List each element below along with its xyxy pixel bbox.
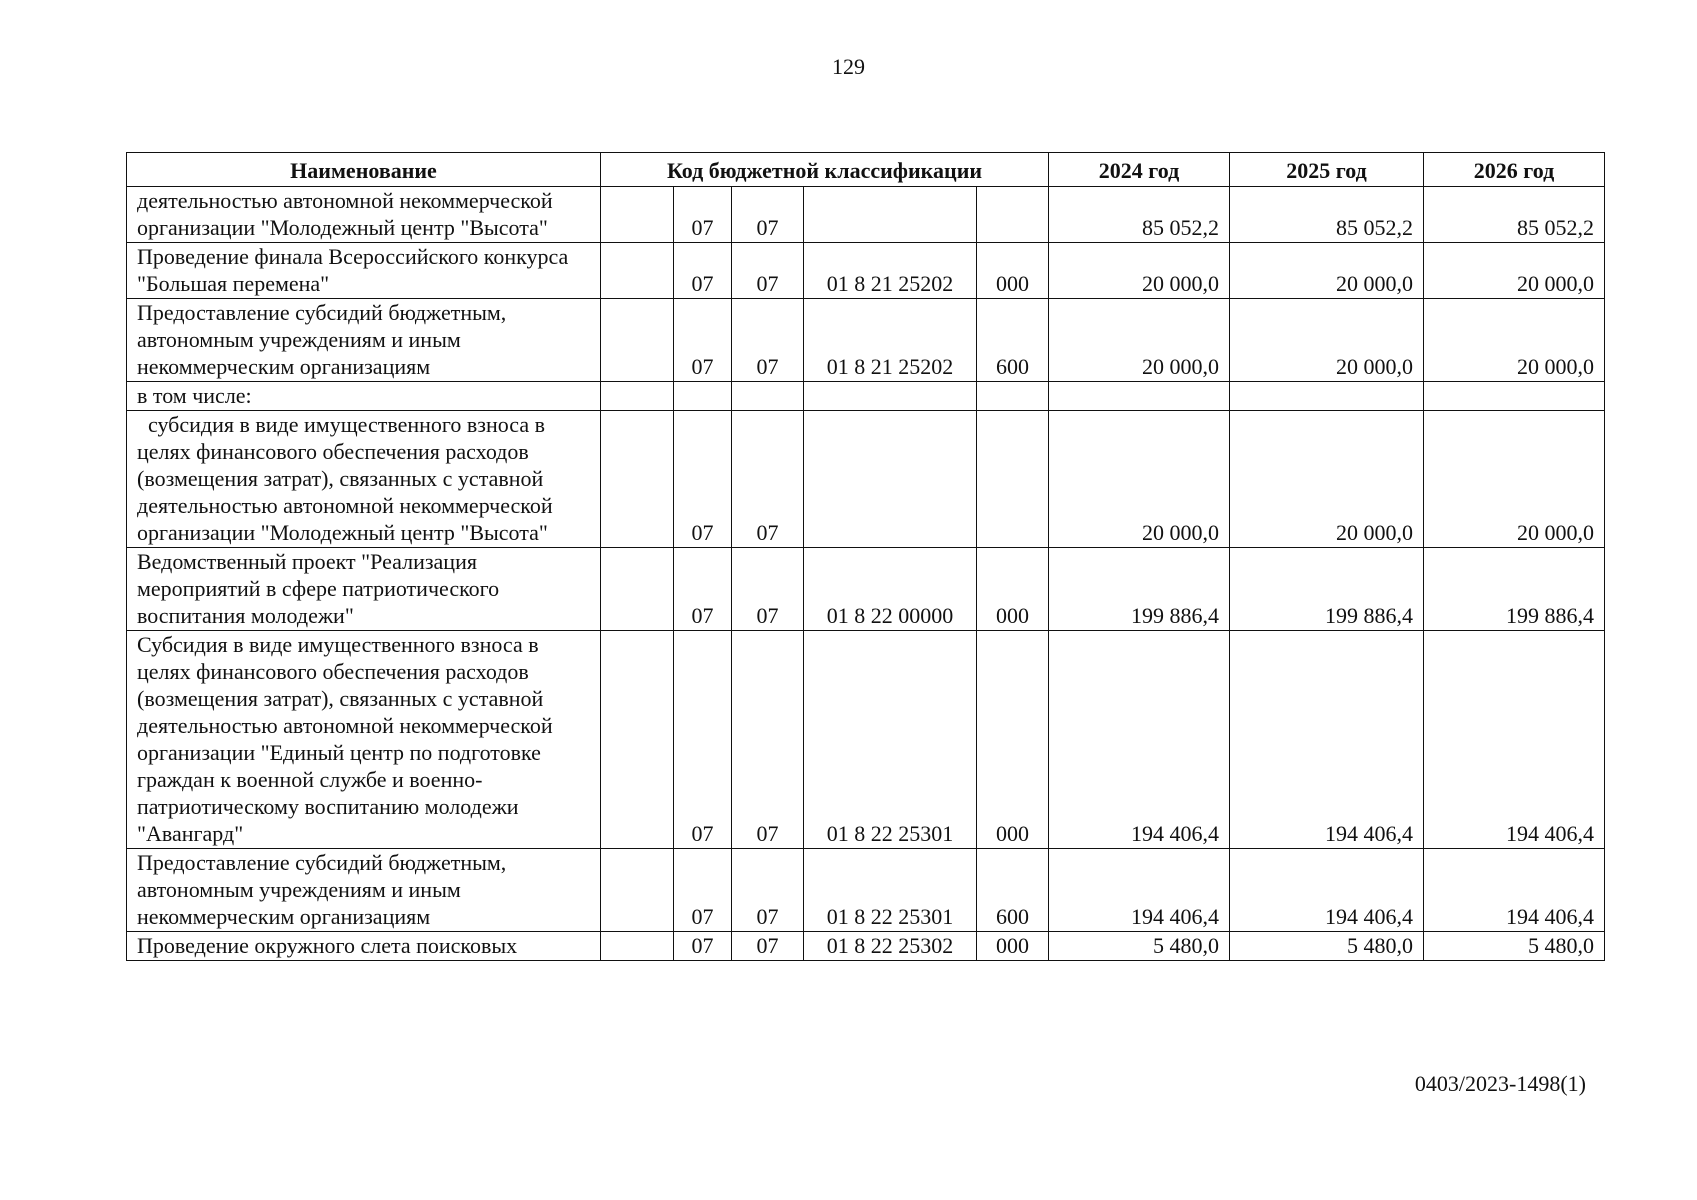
header-2024: 2024 год <box>1049 153 1230 187</box>
header-name: Наименование <box>127 153 601 187</box>
row-name: Ведомственный проект "Реализация мероприятий в сфере патриотического воспитания молодежи" <box>127 548 601 631</box>
amount-2024 <box>1049 382 1230 411</box>
code-section <box>674 382 732 411</box>
amount-2026: 194 406,4 <box>1424 631 1605 849</box>
code-section: 07 <box>674 187 732 243</box>
code-expense-type: 600 <box>977 849 1049 932</box>
header-code: Код бюджетной классификации <box>601 153 1049 187</box>
code-target-article <box>804 187 977 243</box>
header-2025: 2025 год <box>1230 153 1424 187</box>
amount-2024: 20 000,0 <box>1049 243 1230 299</box>
amount-2025: 5 480,0 <box>1230 932 1424 961</box>
amount-2026 <box>1424 382 1605 411</box>
code-target-article <box>804 411 977 548</box>
code-target-article: 01 8 22 25301 <box>804 849 977 932</box>
code-expense-type: 000 <box>977 548 1049 631</box>
amount-2024: 194 406,4 <box>1049 631 1230 849</box>
amount-2026: 199 886,4 <box>1424 548 1605 631</box>
row-name: Предоставление субсидий бюджетным, автономным учреждениям и иным некоммерческим организациям <box>127 299 601 382</box>
row-name: Проведение финала Всероссийского конкурса "Большая перемена" <box>127 243 601 299</box>
row-name: деятельностью автономной некоммерческой организации "Молодежный центр "Высота" <box>127 187 601 243</box>
row-name: Проведение окружного слета поисковых <box>127 932 601 961</box>
code-cell <box>601 243 674 299</box>
code-target-article: 01 8 22 25302 <box>804 932 977 961</box>
table-row <box>127 932 1605 961</box>
code-cell <box>601 299 674 382</box>
amount-2025: 194 406,4 <box>1230 631 1424 849</box>
amount-2024: 85 052,2 <box>1049 187 1230 243</box>
amount-2024: 20 000,0 <box>1049 411 1230 548</box>
document-code: 0403/2023-1498(1) <box>1414 1071 1586 1096</box>
amount-2025: 85 052,2 <box>1230 187 1424 243</box>
row-name: субсидия в виде имущественного взноса в целях финансового обеспечения расходов (возмещения затрат), связанных с уставной деятельностью автономной некоммерческой организации "Молодежный центр "Высота" <box>127 411 601 548</box>
code-section: 07 <box>674 299 732 382</box>
code-cell <box>601 932 674 961</box>
amount-2026: 5 480,0 <box>1424 932 1605 961</box>
amount-2025 <box>1230 382 1424 411</box>
page-number: 129 <box>832 54 865 79</box>
code-expense-type: 000 <box>977 631 1049 849</box>
code-target-article: 01 8 22 00000 <box>804 548 977 631</box>
amount-2026: 20 000,0 <box>1424 299 1605 382</box>
amount-2026: 85 052,2 <box>1424 187 1605 243</box>
amount-2025: 194 406,4 <box>1230 849 1424 932</box>
amount-2025: 199 886,4 <box>1230 548 1424 631</box>
code-subsection: 07 <box>732 932 804 961</box>
code-expense-type: 000 <box>977 243 1049 299</box>
code-expense-type <box>977 187 1049 243</box>
row-name: Субсидия в виде имущественного взноса в целях финансового обеспечения расходов (возмещения затрат), связанных с уставной деятельностью автономной некоммерческой организации "Единый центр по подготовке граждан к военной службе и военно-патриотическому воспитанию молодежи "Авангард" <box>127 631 601 849</box>
code-subsection: 07 <box>732 849 804 932</box>
code-expense-type: 000 <box>977 932 1049 961</box>
header-2026: 2026 год <box>1424 153 1605 187</box>
code-section: 07 <box>674 849 732 932</box>
code-subsection: 07 <box>732 243 804 299</box>
code-subsection: 07 <box>732 411 804 548</box>
budget-table <box>126 152 1605 961</box>
amount-2024: 20 000,0 <box>1049 299 1230 382</box>
code-subsection: 07 <box>732 299 804 382</box>
table-header-row <box>127 153 1605 187</box>
code-cell <box>601 548 674 631</box>
code-section: 07 <box>674 932 732 961</box>
table-body <box>127 187 1605 961</box>
code-subsection: 07 <box>732 631 804 849</box>
amount-2025: 20 000,0 <box>1230 411 1424 548</box>
code-subsection: 07 <box>732 548 804 631</box>
table-row <box>127 849 1605 932</box>
code-cell <box>601 187 674 243</box>
table-row <box>127 299 1605 382</box>
code-section: 07 <box>674 631 732 849</box>
table-row <box>127 631 1605 849</box>
code-section: 07 <box>674 548 732 631</box>
code-expense-type <box>977 411 1049 548</box>
table-row <box>127 243 1605 299</box>
amount-2025: 20 000,0 <box>1230 299 1424 382</box>
code-expense-type <box>977 382 1049 411</box>
code-cell <box>601 631 674 849</box>
row-name: Предоставление субсидий бюджетным, автономным учреждениям и иным некоммерческим организациям <box>127 849 601 932</box>
code-subsection: 07 <box>732 187 804 243</box>
code-cell <box>601 411 674 548</box>
amount-2024: 194 406,4 <box>1049 849 1230 932</box>
code-section: 07 <box>674 243 732 299</box>
code-target-article: 01 8 22 25301 <box>804 631 977 849</box>
table-row <box>127 411 1605 548</box>
amount-2025: 20 000,0 <box>1230 243 1424 299</box>
code-cell <box>601 849 674 932</box>
table-row <box>127 548 1605 631</box>
table-row <box>127 382 1605 411</box>
amount-2026: 20 000,0 <box>1424 411 1605 548</box>
code-subsection <box>732 382 804 411</box>
amount-2024: 199 886,4 <box>1049 548 1230 631</box>
amount-2026: 194 406,4 <box>1424 849 1605 932</box>
code-cell <box>601 382 674 411</box>
amount-2024: 5 480,0 <box>1049 932 1230 961</box>
row-name: в том числе: <box>127 382 601 411</box>
code-section: 07 <box>674 411 732 548</box>
code-target-article: 01 8 21 25202 <box>804 243 977 299</box>
code-expense-type: 600 <box>977 299 1049 382</box>
code-target-article: 01 8 21 25202 <box>804 299 977 382</box>
table-row <box>127 187 1605 243</box>
code-target-article <box>804 382 977 411</box>
amount-2026: 20 000,0 <box>1424 243 1605 299</box>
